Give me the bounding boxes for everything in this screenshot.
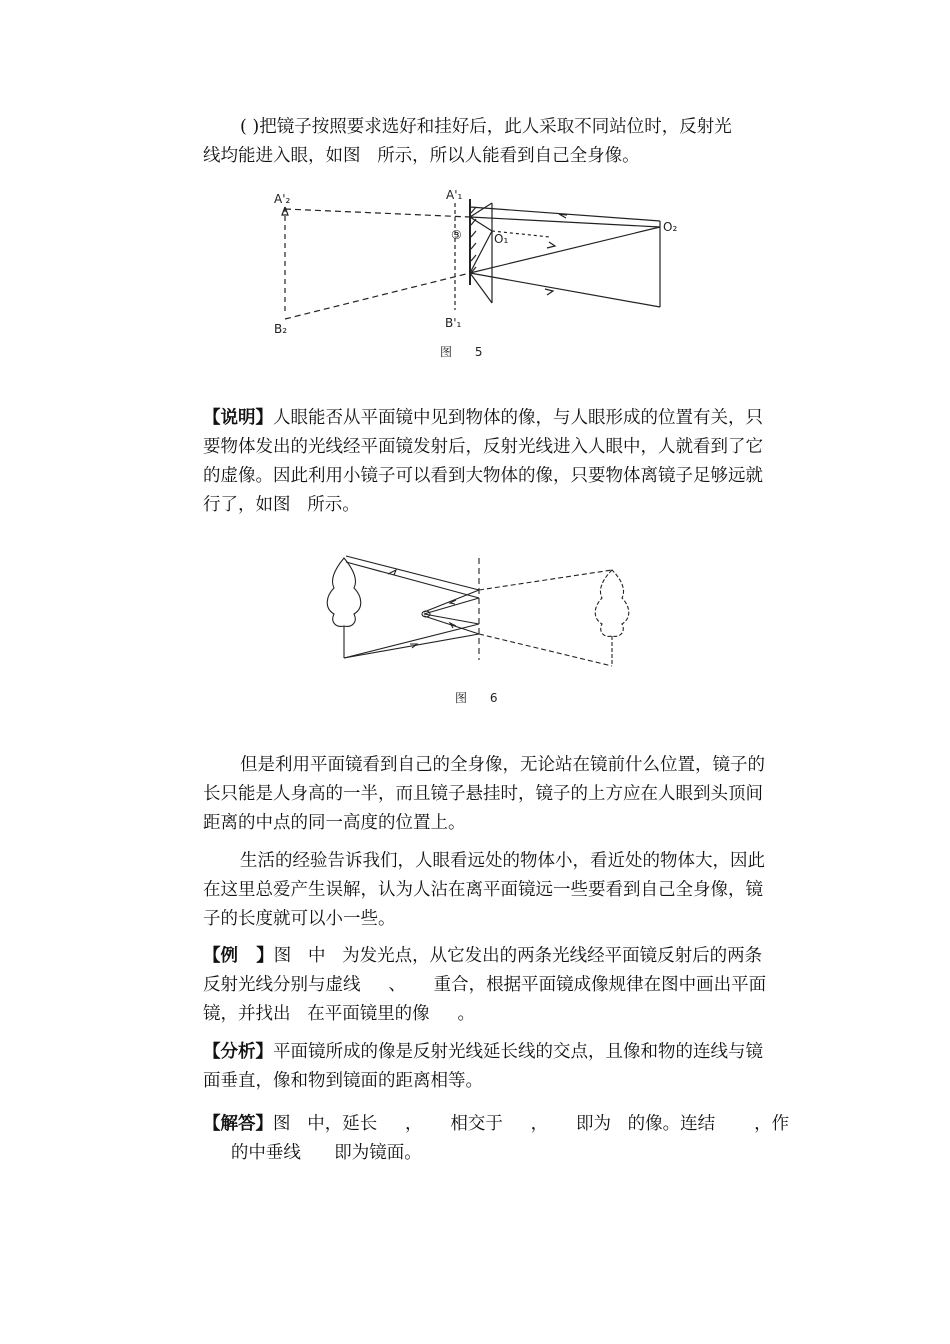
- paragraph-3-line-1: 但是利用平面镜看到自己的全身像，无论站在镜前什么位置，镜子的: [240, 755, 765, 775]
- label-circled-3: ③: [451, 228, 462, 242]
- paragraph-2-tag: 【说明】: [203, 408, 273, 428]
- label-a2: A'₂: [274, 192, 291, 206]
- paragraph-3-line-3: 距离的中点的同一高度的位置上。: [203, 813, 466, 833]
- paragraph-5-line-1: 【例 】图 中 为发光点，从它发出的两条光线经平面镜反射后的两条: [203, 946, 763, 966]
- paragraph-6: [203, 1038, 813, 1096]
- paragraph-4-line-3: 子的长度就可以小一些。: [203, 909, 396, 929]
- paragraph-6-tag: 【分析】: [203, 1042, 273, 1062]
- label-b2: B₂: [274, 322, 288, 336]
- ray-bottom-in: [470, 273, 660, 307]
- paragraph-5-line-2: 反射光线分别与虚线 、 重合，根据平面镜成像规律在图中画出平面: [203, 975, 767, 995]
- paragraph-4-line-1: 生活的经验告诉我们，人眼看远处的物体小，看近处的物体大，因此: [240, 851, 765, 871]
- paragraph-2: [203, 404, 813, 520]
- paragraph-7: [203, 1110, 813, 1168]
- label-o2: O₂: [663, 220, 678, 234]
- paragraph-7-line-2: 的中垂线 即为镜面。: [203, 1143, 422, 1163]
- paragraph-4: [203, 847, 813, 934]
- paragraph-6-line-1: 【分析】平面镜所成的像是反射光线延长线的交点，且像和物的连线与镜: [203, 1042, 763, 1062]
- tree-right: [595, 570, 629, 636]
- tree-left: [327, 558, 361, 626]
- paragraph-7-tag: 【解答】: [203, 1114, 273, 1134]
- paragraph-2-line-1: 【说明】人眼能否从平面镜中见到物体的像，与人眼形成的位置有关，只: [203, 408, 763, 428]
- paragraph-6-line-2: 面垂直，像和物到镜面的距离相等。: [203, 1071, 483, 1091]
- paragraph-5-line-3: 镜，并找出 在平面镜里的像 。: [203, 1004, 476, 1024]
- paragraph-3-line-2: 长只能是人身高的一半，而且镜子悬挂时，镜子的上方应在人眼到头顶间: [203, 784, 763, 804]
- paragraph-4-line-2: 在这里总爱产生误解，认为人沾在离平面镜远一些要看到自己全身像，镜: [203, 880, 763, 900]
- figure-6-caption: 图 6: [455, 691, 498, 705]
- figure-5-diagram: [260, 185, 700, 350]
- paragraph-1: [203, 113, 813, 171]
- paragraph-2-line-2: 要物体发出的光线经平面镜发射后，反射光线进入人眼中，人就看到了它: [203, 437, 763, 457]
- paragraph-1-line-1: ( )把镜子按照要求选好和挂好后，此人采取不同站位时，反射光: [240, 117, 732, 137]
- label-a1: A'₁: [446, 188, 463, 202]
- dashed-ray-a2: [285, 209, 470, 217]
- figure-6-diagram: [316, 548, 636, 673]
- paragraph-7-line-1: 【解答】图 中，延长 ， 相交于 ， 即为 的像。连结 ，作: [203, 1114, 790, 1134]
- figure-6: [316, 548, 636, 673]
- paragraph-5: [203, 942, 813, 1029]
- paragraph-5-tag: 【例 】: [203, 946, 274, 966]
- label-b1: B'₁: [445, 316, 462, 330]
- figure-5: [260, 185, 700, 350]
- label-o1: O₁: [494, 232, 509, 246]
- dashed-ray-b2: [285, 273, 470, 319]
- figure-5-caption: 图 5: [440, 345, 483, 359]
- paragraph-2-line-3: 的虚像。因此利用小镜子可以看到大物体的像，只要物体离镜子足够远就: [203, 466, 763, 486]
- paragraph-3: [203, 751, 813, 838]
- paragraph-2-line-4: 行了，如图 所示。: [203, 495, 360, 515]
- paragraph-1-line-2: 线均能进入眼，如图 所示，所以人能看到自己全身像。: [203, 146, 640, 166]
